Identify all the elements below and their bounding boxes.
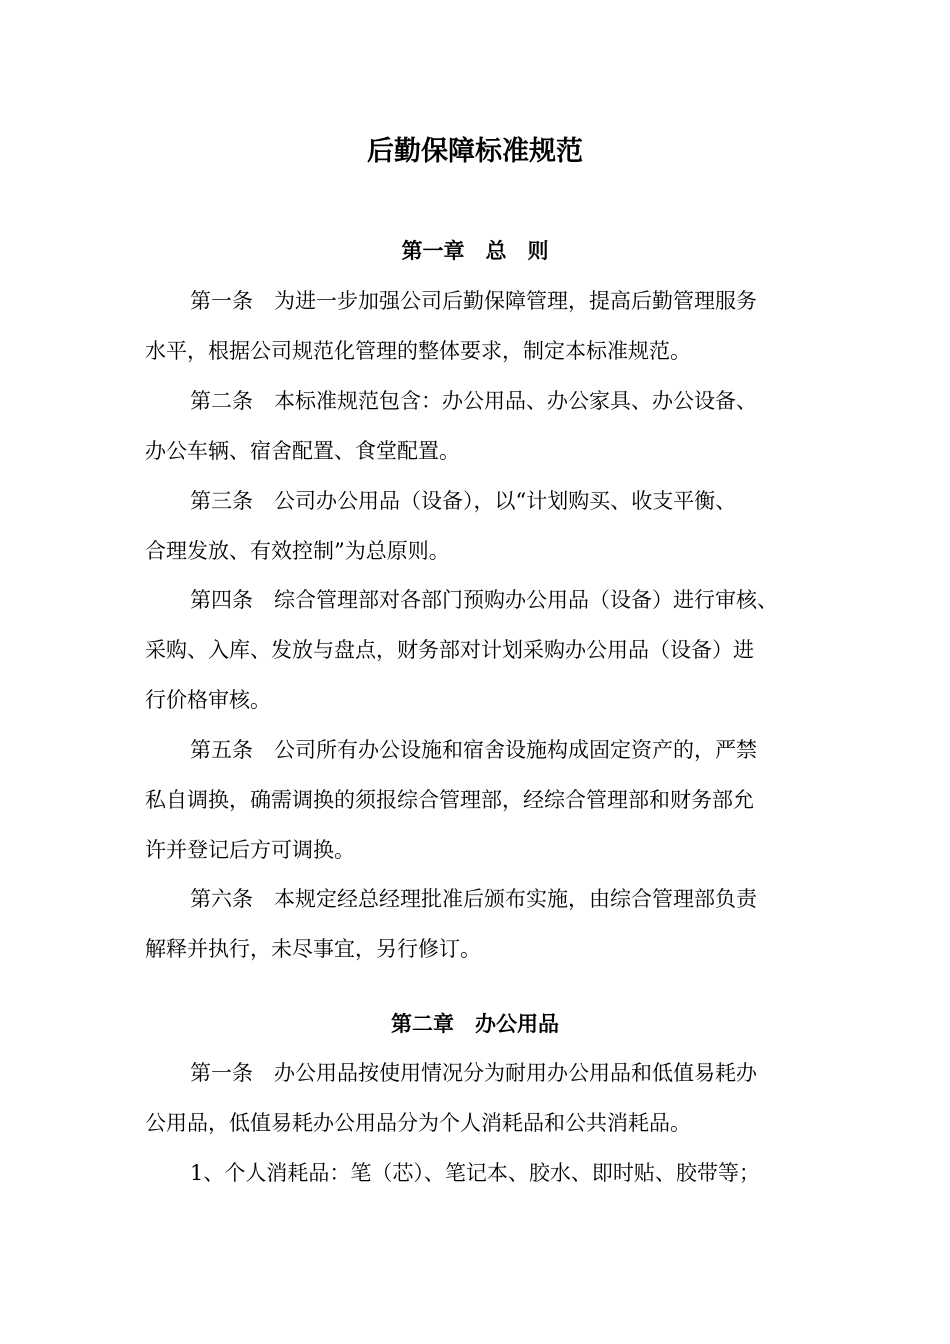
- ch2-article-1-line-1: 第一条 办公用品按使用情况分为耐用办公用品和低值易耗办: [190, 1061, 757, 1085]
- ch1-article-4-line-3: 行价格审核。: [145, 688, 271, 712]
- ch1-article-2-line-1: 第二条 本标准规范包含：办公用品、办公家具、办公设备、: [190, 389, 757, 413]
- ch1-article-6-line-2: 解释并执行，未尽事宜，另行修订。: [145, 937, 481, 961]
- document-title: 后勤保障标准规范: [367, 136, 583, 167]
- ch1-article-1-line-1: 第一条 为进一步加强公司后勤保障管理，提高后勤管理服务: [190, 289, 757, 313]
- ch1-article-3-line-1: 第三条 公司办公用品（设备），以“计划购买、收支平衡、: [190, 489, 737, 513]
- ch1-article-3-line-2: 合理发放、有效控制”为总原则。: [145, 539, 450, 563]
- ch1-article-5-line-1: 第五条 公司所有办公设施和宿舍设施构成固定资产的，严禁: [190, 738, 757, 762]
- ch1-article-5-line-2: 私自调换，确需调换的须报综合管理部，经综合管理部和财务部允: [145, 788, 754, 812]
- ch2-item-1-line: 1、个人消耗品：笔（芯）、笔记本、胶水、即时贴、胶带等；: [190, 1161, 760, 1185]
- ch1-article-6-line-1: 第六条 本规定经总经理批准后颁布实施，由综合管理部负责: [190, 887, 757, 911]
- ch1-article-5-line-3: 许并登记后方可调换。: [145, 838, 355, 862]
- ch1-article-1-line-2: 水平，根据公司规范化管理的整体要求，制定本标准规范。: [145, 339, 691, 363]
- ch1-article-2-line-2: 办公车辆、宿舍配置、食堂配置。: [145, 439, 460, 463]
- chapter-2-heading: 第二章 办公用品: [391, 1011, 559, 1036]
- ch2-article-1-line-2: 公用品，低值易耗办公用品分为个人消耗品和公共消耗品。: [145, 1111, 691, 1135]
- chapter-1-heading: 第一章 总 则: [401, 238, 549, 263]
- ch1-article-4-line-2: 采购、入库、发放与盘点，财务部对计划采购办公用品（设备）进: [145, 638, 754, 662]
- ch1-article-4-line-1: 第四条 综合管理部对各部门预购办公用品（设备）进行审核、: [190, 588, 778, 612]
